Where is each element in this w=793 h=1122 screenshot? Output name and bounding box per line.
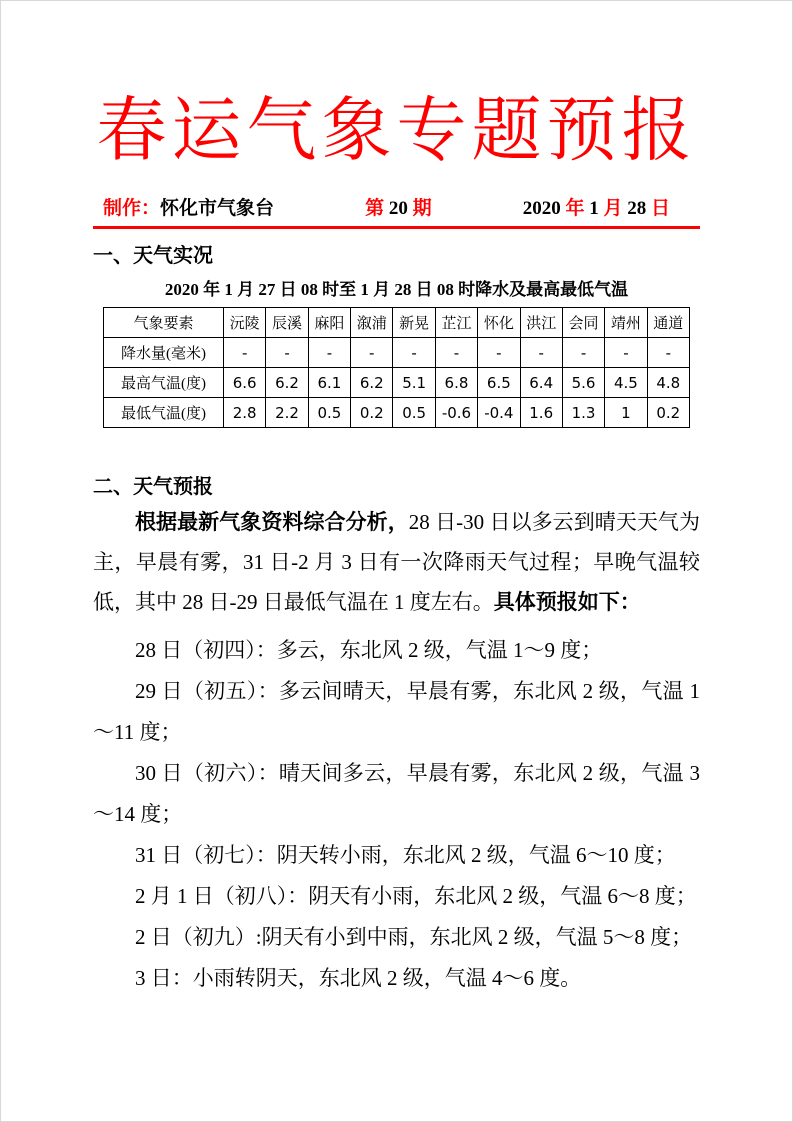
- table-cell: 5.1: [393, 368, 435, 398]
- table-header-cell: 新晃: [393, 308, 435, 338]
- document-content: [93, 1, 700, 999]
- table-cell: -0.4: [478, 398, 520, 428]
- intro-bold-lead: 根据最新气象资料综合分析，: [135, 510, 409, 534]
- table-cell: 4.5: [605, 368, 647, 398]
- table-cell: -: [435, 338, 477, 368]
- table-cell: 6.6: [224, 368, 266, 398]
- table-header-cell: 洪江: [520, 308, 562, 338]
- date-day-unit: 日: [646, 198, 670, 219]
- table-title: 2020 年 1 月 27 日 08 时至 1 月 28 日 08 时降水及最高最低气温: [164, 280, 629, 299]
- table-header-cell: 会同: [562, 308, 604, 338]
- section2-heading: 二、天气预报: [93, 476, 213, 498]
- forecast-item: 29 日（初五）：多云间晴天，早晨有雾，东北风 2 级，气温 1～11 度；: [93, 679, 700, 744]
- intro-body: 28 日-30 日以多云到晴天天气为主，早晨有雾，31 日-2 月 3 日有一次降雨天气过程；早晚气温较低，其中 28 日-29 日最低气温在 1 度左右。: [93, 510, 700, 614]
- date-month: 1: [589, 198, 599, 219]
- date-year: 2020: [522, 198, 561, 219]
- date-month-unit: 月: [598, 198, 628, 219]
- forecast-intro: [93, 502, 700, 622]
- masthead-divider: [93, 226, 700, 229]
- table-row-max-temp: [104, 368, 690, 398]
- table-cell: 6.5: [478, 368, 520, 398]
- table-cell: -: [520, 338, 562, 368]
- forecast-item: 31 日（初七）：阴天转小雨，东北风 2 级，气温 6～10 度；: [135, 843, 676, 867]
- masthead-info-row: [93, 195, 700, 223]
- table-cell: -: [478, 338, 520, 368]
- producer-label: 制作：: [103, 198, 161, 219]
- issue-prefix: 第: [365, 198, 389, 219]
- issue-number: 20: [388, 198, 408, 219]
- table-cell: 2.8: [224, 398, 266, 428]
- forecast-item: 3 日：小雨转阴天，东北风 2 级，气温 4～6 度。: [135, 966, 582, 990]
- weather-table: [103, 307, 690, 428]
- table-header-cell: 气象要素: [104, 308, 224, 338]
- table-header-cell: 怀化: [478, 308, 520, 338]
- table-cell: 0.2: [647, 398, 689, 428]
- table-cell: -: [562, 338, 604, 368]
- table-row-precipitation: [104, 338, 690, 368]
- table-header-cell: 通道: [647, 308, 689, 338]
- table-cell: 0.2: [351, 398, 393, 428]
- date-year-unit: 年: [560, 198, 590, 219]
- row-label: 最低气温(度): [104, 398, 224, 428]
- table-cell: -: [647, 338, 689, 368]
- table-cell: -: [308, 338, 350, 368]
- forecast-list: [93, 630, 700, 999]
- issue-date: [523, 195, 670, 223]
- table-cell: -: [393, 338, 435, 368]
- document-title: 春运气象专题预报: [96, 93, 697, 170]
- forecast-item: 30 日（初六）：晴天间多云，早晨有雾，东北风 2 级，气温 3～14 度；: [93, 761, 700, 826]
- table-cell: 5.6: [562, 368, 604, 398]
- table-cell: 0.5: [393, 398, 435, 428]
- table-row-min-temp: [104, 398, 690, 428]
- section1-heading: 一、天气实况: [93, 245, 213, 267]
- issue-suffix: 期: [407, 198, 432, 219]
- producer-info: [103, 195, 274, 223]
- table-cell: 2.2: [266, 398, 308, 428]
- table-cell: 1: [605, 398, 647, 428]
- table-cell: -0.6: [435, 398, 477, 428]
- table-cell: -: [266, 338, 308, 368]
- table-cell: 0.5: [308, 398, 350, 428]
- row-label: 最高气温(度): [104, 368, 224, 398]
- table-header-cell: 靖州: [605, 308, 647, 338]
- table-header-cell: 麻阳: [308, 308, 350, 338]
- table-header-cell: 沅陵: [224, 308, 266, 338]
- table-cell: 1.3: [562, 398, 604, 428]
- table-cell: 6.2: [351, 368, 393, 398]
- table-cell: 4.8: [647, 368, 689, 398]
- table-header-cell: 辰溪: [266, 308, 308, 338]
- forecast-item: 2 日（初九）:阴天有小到中雨，东北风 2 级，气温 5～8 度；: [135, 925, 693, 949]
- table-cell: 6.4: [520, 368, 562, 398]
- table-cell: -: [224, 338, 266, 368]
- table-cell: 1.6: [520, 398, 562, 428]
- producer-name: 怀化市气象台: [160, 198, 275, 219]
- table-header-cell: 芷江: [435, 308, 477, 338]
- forecast-item: 2 月 1 日（初八）：阴天有小雨，东北风 2 级，气温 6～8 度；: [135, 884, 697, 908]
- table-header-row: [104, 308, 690, 338]
- table-cell: 6.1: [308, 368, 350, 398]
- forecast-item: 28 日（初四）：多云，东北风 2 级，气温 1～9 度；: [135, 638, 603, 662]
- row-label: 降水量(毫米): [104, 338, 224, 368]
- table-header-cell: 溆浦: [351, 308, 393, 338]
- intro-bold-tail: 具体预报如下：: [493, 590, 641, 614]
- table-cell: -: [605, 338, 647, 368]
- table-cell: 6.2: [266, 368, 308, 398]
- table-cell: -: [351, 338, 393, 368]
- issue-info: [365, 195, 432, 223]
- date-day: 28: [627, 198, 647, 219]
- table-cell: 6.8: [435, 368, 477, 398]
